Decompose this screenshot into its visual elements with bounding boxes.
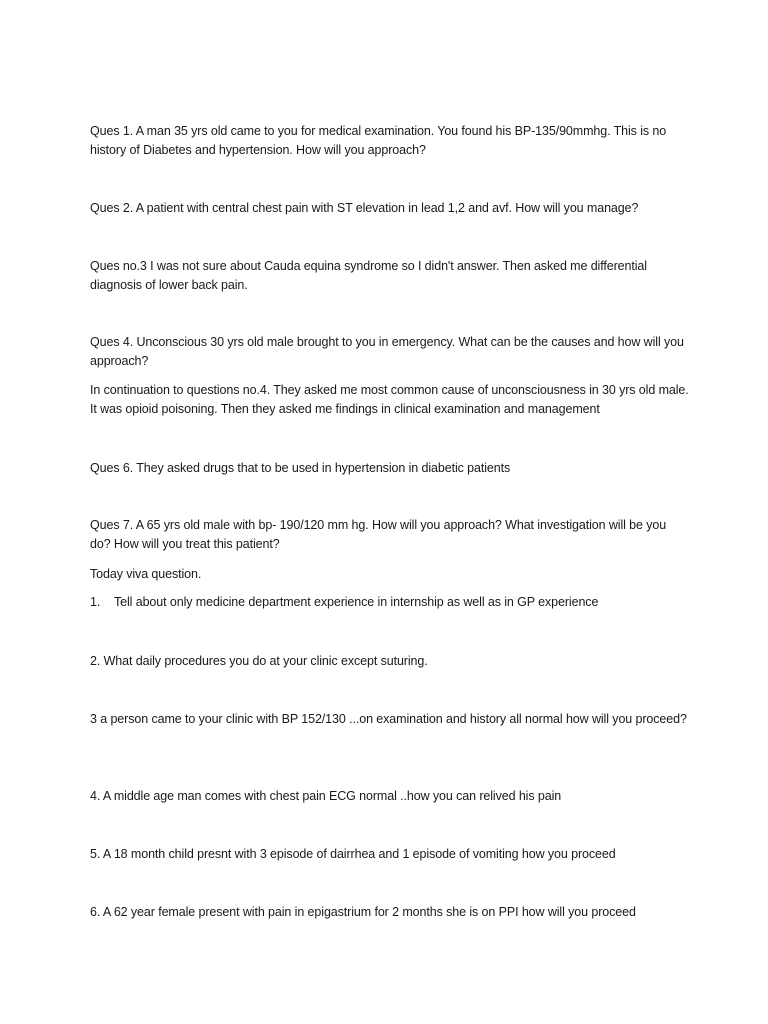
viva-item-3: 3 a person came to your clinic with BP 152/130 ...on examination and history all normal how will you proceed? [90, 712, 687, 726]
viva-item-1 [90, 593, 690, 612]
viva-heading: Today viva question. [90, 567, 202, 581]
question-1: Ques 1. A man 35 yrs old came to you for medical examination. You found his BP-135/90mmhg. This is no history of Diabetes and hypertension. How will you approach? [90, 124, 667, 157]
viva-item-1-text: Tell about only medicine department experience in internship as well as in GP experience [114, 595, 599, 609]
viva-item-4: 4. A middle age man comes with chest pain ECG normal ..how you can relived his pain [90, 789, 562, 803]
viva-item-5: 5. A 18 month child presnt with 3 episode of dairrhea and 1 episode of vomiting how you proceed [90, 847, 616, 861]
viva-item-1-number: 1. [90, 595, 101, 609]
question-2: Ques 2. A patient with central chest pain with ST elevation in lead 1,2 and avf. How will you manage? [90, 201, 639, 215]
question-3: Ques no.3 I was not sure about Cauda equina syndrome so I didn't answer. Then asked me differential diagnosis of lower back pain. [90, 259, 647, 292]
question-4-continuation: In continuation to questions no.4. They asked me most common cause of unconsciousness in 30 yrs old male. It was opioid poisoning. Then they asked me findings in clinical examination and management [90, 383, 689, 416]
viva-item-6: 6. A 62 year female present with pain in epigastrium for 2 months she is on PPI how will you proceed [90, 905, 636, 919]
viva-item-2: 2. What daily procedures you do at your clinic except suturing. [90, 654, 428, 668]
question-4: Ques 4. Unconscious 30 yrs old male brought to you in emergency. What can be the causes and how will you approach? [90, 335, 684, 368]
question-7: Ques 7. A 65 yrs old male with bp- 190/120 mm hg. How will you approach? What investigation will be you do? How will you treat this patient? [90, 518, 667, 551]
question-6: Ques 6. They asked drugs that to be used in hypertension in diabetic patients [90, 461, 511, 475]
